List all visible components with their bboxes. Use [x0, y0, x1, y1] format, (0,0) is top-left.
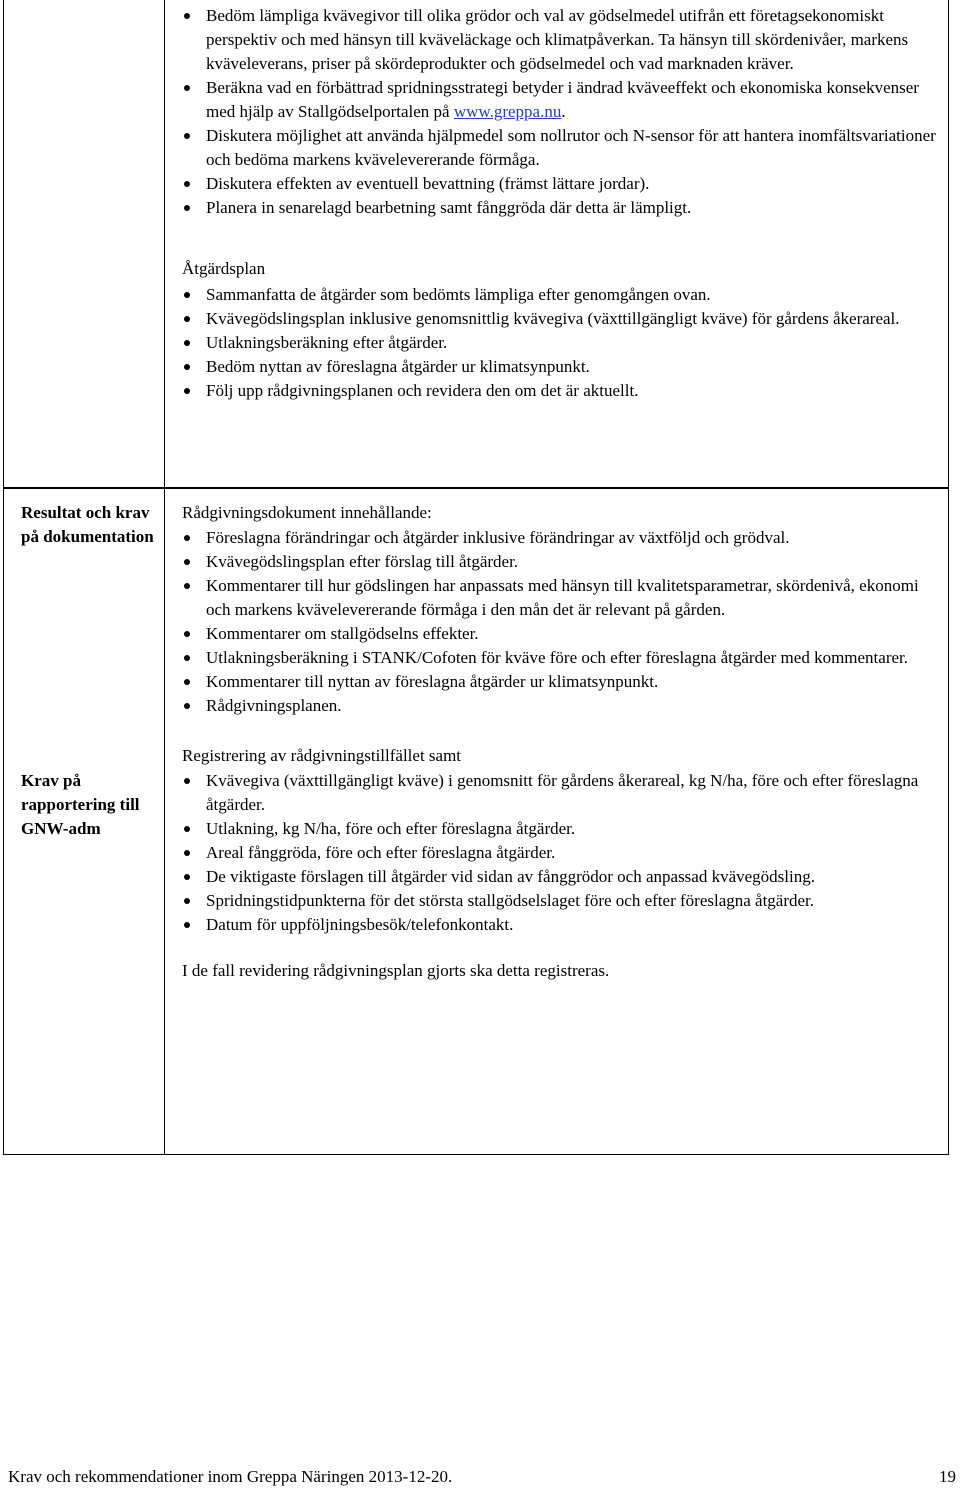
- list-item-text: Rådgivningsplanen.: [206, 696, 342, 715]
- closing-note: I de fall revidering rådgivningsplan gjorts ska detta registreras.: [182, 961, 610, 980]
- list-item: [182, 769, 944, 817]
- bullet-icon: [184, 559, 190, 565]
- list-item: [182, 526, 944, 550]
- greppa-link[interactable]: www.greppa.nu: [453, 102, 562, 121]
- list-item: [182, 76, 944, 124]
- list-item: [182, 307, 944, 331]
- list-item-text: Sammanfatta de åtgärder som bedömts lämpliga efter genomgången ovan.: [206, 285, 711, 304]
- bullet-icon: [184, 316, 190, 322]
- content-table: [3, 0, 949, 1155]
- bullet-icon: [184, 874, 190, 880]
- bullet-icon: [184, 703, 190, 709]
- bullet-icon: [184, 181, 190, 187]
- table-row-documentation: [4, 487, 948, 1154]
- list-item: [182, 172, 944, 196]
- reg-heading: Registrering av rådgivningstillfället samt: [182, 746, 462, 765]
- advice-bullet-list: [182, 4, 944, 220]
- bullet-icon: [184, 679, 190, 685]
- list-item: [182, 550, 944, 574]
- list-item-text: Utlakning, kg N/ha, före och efter föreslagna åtgärder.: [206, 819, 576, 838]
- plan-heading: Åtgärdsplan: [182, 259, 266, 278]
- list-item-text: Bedöm lämpliga kvävegivor till olika grödor och val av gödselmedel utifrån ett företagsekonomiskt perspektiv och med hänsyn till kväveläckage och klimatpåverkan. Ta hänsyn till skördenivåer, markens kväveleverans, priser på skördeprodukter och gödselmedel och vad marknaden kräver.: [206, 6, 909, 73]
- doc-bullet-list: [182, 526, 944, 718]
- bullet-icon: [184, 898, 190, 904]
- documentation-heading: Resultat och krav på dokumentation: [21, 503, 154, 546]
- reg-bullet-list: [182, 769, 944, 937]
- list-item: [182, 574, 944, 622]
- footer-text: Krav och rekommendationer inom Greppa Näringen 2013-12-20.: [8, 1467, 453, 1486]
- list-item-text: Kommentarer till nyttan av föreslagna åtgärder ur klimatsynpunkt.: [206, 672, 659, 691]
- table-row-advice-content: [4, 0, 948, 487]
- list-item: [182, 841, 944, 865]
- bullet-icon: [184, 340, 190, 346]
- list-item-text: Spridningstidpunkterna för det största stallgödselslaget före och efter föreslagna åtgärder.: [206, 891, 815, 910]
- bullet-icon: [184, 535, 190, 541]
- list-item-text: Utlakningsberäkning i STANK/Cofoten för kväve före och efter föreslagna åtgärder med kommentarer.: [206, 648, 909, 667]
- list-item: [182, 817, 944, 841]
- bullet-icon: [184, 922, 190, 928]
- list-item-text: De viktigaste förslagen till åtgärder vid sidan av fånggrödor och anpassad kvävegödsling.: [206, 867, 815, 886]
- doc-heading: Rådgivningsdokument innehållande:: [182, 503, 432, 522]
- page-footer: [8, 1466, 956, 1488]
- list-item: [182, 646, 944, 670]
- list-item-text: Bedöm nyttan av föreslagna åtgärder ur klimatsynpunkt.: [206, 357, 590, 376]
- bullet-icon: [184, 778, 190, 784]
- bullet-icon: [184, 13, 190, 19]
- list-item: [182, 379, 944, 403]
- bullet-icon: [184, 850, 190, 856]
- list-item-text: Diskutera effekten av eventuell bevattning (främst lättare jordar).: [206, 174, 650, 193]
- list-item-text: Beräkna vad en förbättrad spridningsstrategi betyder i ändrad kväveeffekt och ekonomiska konsekvenser med hjälp av Stallgödselportalen på: [206, 78, 919, 121]
- list-item-text: Areal fånggröda, före och efter föreslagna åtgärder.: [206, 843, 556, 862]
- list-item: [182, 331, 944, 355]
- list-item: [182, 670, 944, 694]
- bullet-icon: [184, 133, 190, 139]
- bullet-icon: [184, 631, 190, 637]
- list-item: [182, 124, 944, 172]
- list-item-text: Datum för uppföljningsbesök/telefonkontakt.: [206, 915, 514, 934]
- list-item-text: Föreslagna förändringar och åtgärder inklusive förändringar av växtföljd och grödval.: [206, 528, 790, 547]
- list-item: [182, 889, 944, 913]
- bullet-icon: [184, 826, 190, 832]
- list-item-text: Utlakningsberäkning efter åtgärder.: [206, 333, 448, 352]
- left-cell-headings: [4, 489, 165, 1154]
- list-item: [182, 865, 944, 889]
- bullet-icon: [184, 388, 190, 394]
- bullet-icon: [184, 655, 190, 661]
- bullet-icon: [184, 205, 190, 211]
- list-item-text: Kvävegödslingsplan inklusive genomsnittlig kvävegiva (växttillgängligt kväve) för gårdens åkerareal.: [206, 309, 900, 328]
- list-item: [182, 355, 944, 379]
- right-cell-advice: [165, 0, 948, 487]
- list-item-text: Kommentarer om stallgödselns effekter.: [206, 624, 479, 643]
- list-item: [182, 694, 944, 718]
- page-number: 19: [939, 1467, 956, 1486]
- bullet-icon: [184, 364, 190, 370]
- plan-bullet-list: [182, 283, 944, 403]
- right-cell-documentation: [165, 489, 948, 1154]
- list-item-text: Följ upp rådgivningsplanen och revidera den om det är aktuellt.: [206, 381, 639, 400]
- list-item: [182, 622, 944, 646]
- list-item: [182, 4, 944, 76]
- reporting-heading: Krav på rapportering till GNW-adm: [21, 771, 140, 838]
- list-item-text: Planera in senarelagd bearbetning samt fånggröda där detta är lämpligt.: [206, 198, 692, 217]
- left-cell-empty: [4, 0, 165, 487]
- link-suffix: .: [561, 102, 566, 121]
- list-item-text: Kvävegiva (växttillgängligt kväve) i genomsnitt för gårdens åkerareal, kg N/ha, före och efter föreslagna åtgärder.: [206, 771, 919, 814]
- bullet-icon: [184, 583, 190, 589]
- bullet-icon: [184, 292, 190, 298]
- list-item: [182, 283, 944, 307]
- list-item-text: Kommentarer till hur gödslingen har anpassats med hänsyn till kvalitetsparametrar, skördenivå, ekonomi och markens kvävelevererande förmåga i den mån det är relevant på gården.: [206, 576, 919, 619]
- bullet-icon: [184, 85, 190, 91]
- list-item: [182, 913, 944, 937]
- list-item-text: Kvävegödslingsplan efter förslag till åtgärder.: [206, 552, 519, 571]
- list-item: [182, 196, 944, 220]
- list-item-text: Diskutera möjlighet att använda hjälpmedel som nollrutor och N-sensor för att hantera inomfältsvariationer och bedöma markens kvävelevererande förmåga.: [206, 126, 936, 169]
